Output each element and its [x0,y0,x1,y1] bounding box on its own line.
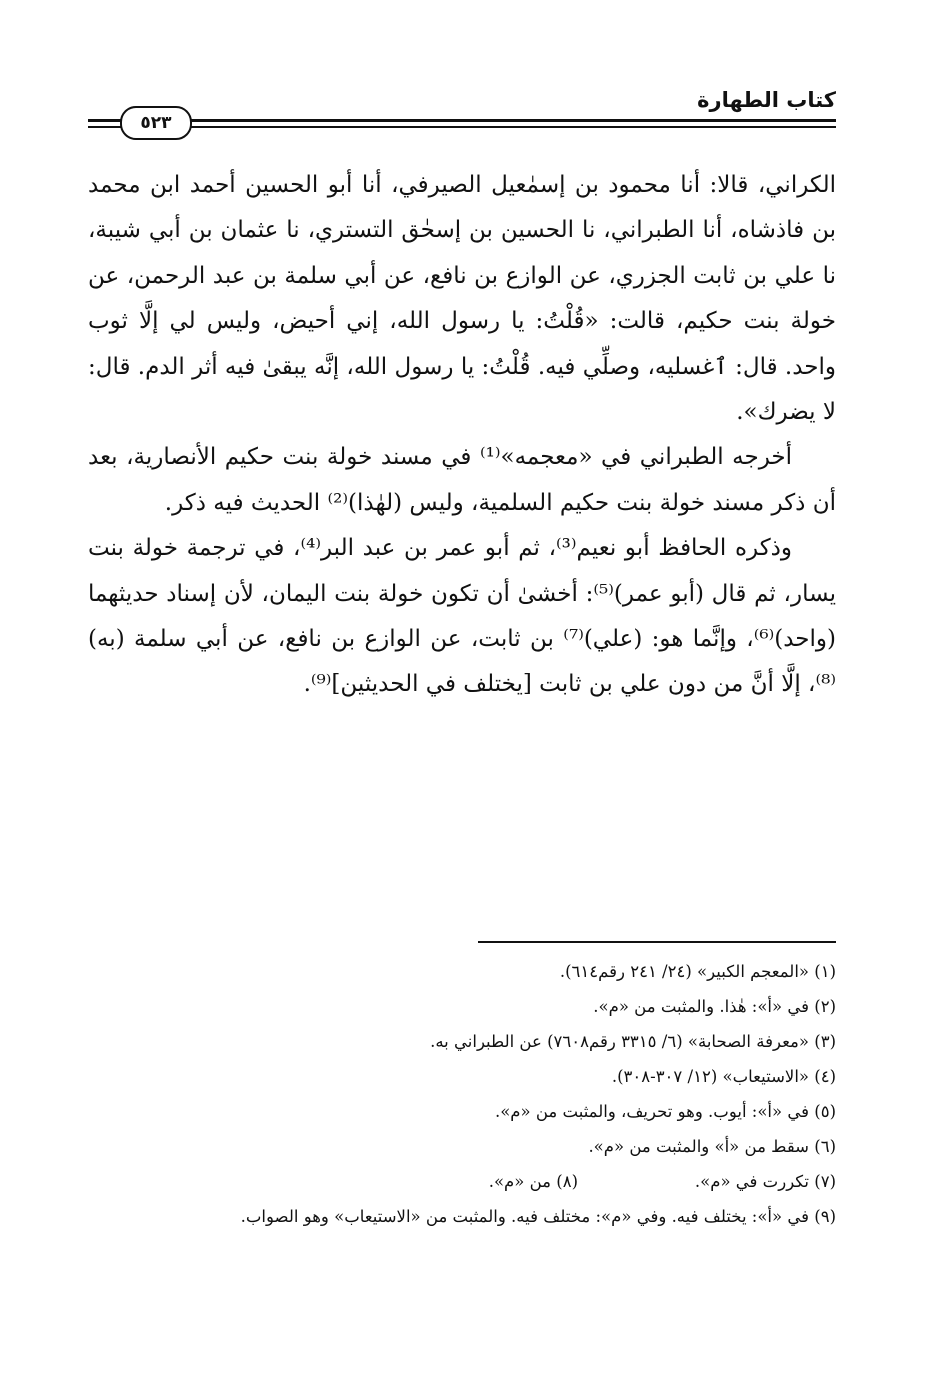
footnote-2: (٢) في «أ»: هٰذا. والمثبت من «م». [593,997,836,1016]
footnote-separator [478,941,836,943]
footnote-4: (٤) «الاستيعاب» (١٢/ ٣٠٧-٣٠٨). [611,1067,836,1086]
paragraph-hadith: الكراني، قالا: أنا محمود بن إسمٰعيل الصيرفي، أنا أبو الحسين أحمد ابن محمد بن فاذشاه، أنا الطبراني، نا الحسين بن إسحٰق التستري، نا عثمان بن أبي شيبة، نا علي بن ثابت الجزري، عن الوازع بن نافع، عن أبي سلمة بن عبد الرحمن، عن خولة بنت حكيم، قالت: «قُلْتُ: يا رسول الله، إني أحيض، وليس لي إلَّا ثوب واحد. قال: ٱغسليه، وصلِّي فيه. قُلْتُ: يا رسول الله، إنَّه يبقىٰ فيه أثر الدم. قال: لا يضرك». [88,172,836,426]
footnote-6: (٦) سقط من «أ» والمثبت من «م». [588,1137,836,1156]
footnote-9: (٩) في «أ»: يختلف فيه. وفي «م»: مختلف فيه. والمثبت من «الاستيعاب» وهو الصواب. [240,1207,836,1226]
chapter-title: كتاب الطهارة [697,88,836,112]
main-text [88,163,836,708]
footnote-1: (١) «المعجم الكبير» (٢٤/ ٢٤١ رقم٦١٤). [559,962,836,981]
header-rule-thick [88,119,836,122]
paragraph-takhrij: أخرجه الطبراني في «معجمه»⁽¹⁾ في مسند خولة بنت حكيم الأنصارية، بعد أن ذكر مسند خولة بنت حكيم السلمية، وليس (لهٰذا)⁽²⁾ الحديث فيه ذكر. [88,444,836,516]
footnote-7: (٧) تكررت في «م». [694,1172,836,1191]
footnote-8: (٨) من «م». [488,1172,578,1191]
page-header [88,88,836,138]
footnote-5: (٥) في «أ»: أيوب. وهو تحريف، والمثبت من «م». [494,1102,836,1121]
page-number: ٥٢٣ [120,106,192,140]
header-rule-thin [88,126,836,128]
footnotes [88,954,836,1234]
footnote-row-7-8 [88,1164,836,1199]
paragraph-commentary: وذكره الحافظ أبو نعيم⁽³⁾، ثم أبو عمر بن عبد البر⁽⁴⁾، في ترجمة خولة بنت يسار، ثم قال (أبو عمر)⁽⁵⁾: أخشىٰ أن تكون خولة بنت اليمان، لأن إسناد حديثهما (واحد)⁽⁶⁾، وإنَّما هو: (علي)⁽⁷⁾ بن ثابت، عن الوازع بن نافع، عن أبي سلمة (به)⁽⁸⁾، إلَّا أنَّ من دون علي بن ثابت [يختلف في الحديثين]⁽⁹⁾. [88,535,836,698]
footnote-3: (٣) «معرفة الصحابة» (٦/ ٣٣١٥ رقم٧٦٠٨) عن الطبراني به. [430,1032,836,1051]
